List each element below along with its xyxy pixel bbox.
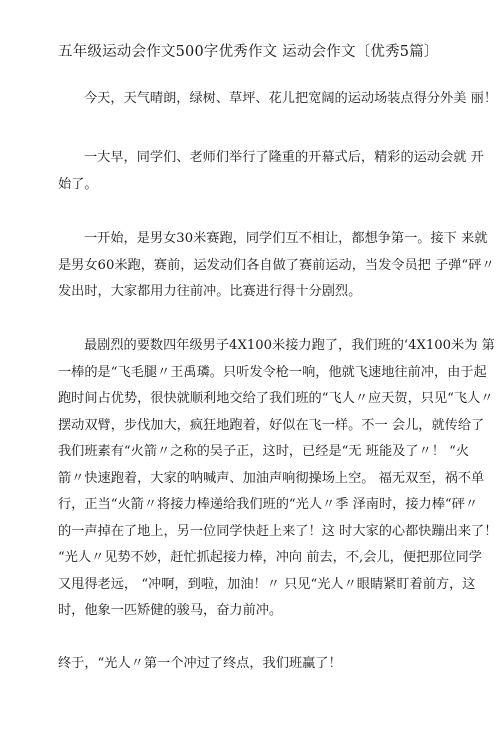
text-line: 时，他象一匹矫健的骏马，奋力前冲。 xyxy=(58,603,283,618)
text-line: 的一声掉在了地上，另一位同学快赶上来了！这 时大家的心都快蹦出来了！ xyxy=(58,523,498,539)
text-line: 一棒的是“飞毛腿〃王禹璘。只听发令枪一响，他就飞速地往前冲，由于起 xyxy=(58,364,487,380)
text-line: 行，正当“火箭〃将接力棒递给我们班的“光人〃季 泽南时，接力棒“砰〃 xyxy=(58,497,479,512)
paragraph-3 xyxy=(58,226,495,306)
text-line: 一开始，是男女30米赛跑，同学们互不相让，都想争第一。接下 来就 xyxy=(84,231,488,246)
paragraph-5 xyxy=(58,651,466,678)
paragraph-4 xyxy=(58,333,498,625)
text-line: “光人〃见势不妙，赶忙抓起接力棒，冲向 前去，不,会儿，便把那位同学 xyxy=(58,550,482,565)
text-line: 最剧烈的要数四年级男子4X100米接力跑了，我们班的‘4X100米为 第 xyxy=(84,338,495,353)
paragraph-2 xyxy=(58,145,484,198)
text-line: 终于，“光人〃第一个冲过了终点，我们班赢了！ xyxy=(58,656,342,671)
paragraph-1 xyxy=(58,86,498,113)
text-line: 跑时间占优势，很快就顺利地交给了我们班的“飞人〃应天贺，只见“飞人〃 xyxy=(58,391,494,406)
document-title: 五年级运动会作文500字优秀作文 运动会作文〔优秀5篇〕 xyxy=(58,44,439,60)
text-line: 一大早，同学们、老师们举行了隆重的开幕式后，精彩的运动会就 开 xyxy=(84,150,484,165)
text-line: 摆动双臂，步伐加大，疯狂地跑着，好似在飞一样。不一 会儿，就传给了 xyxy=(58,417,485,433)
text-line: 是男女60米跑，赛前，运发动们各自做了赛前运动，当发令员把 子弹“砰〃 xyxy=(58,257,495,273)
text-line: 今天，天气晴朗，绿树、草坪、花儿把宽阔的运动场装点得分外美 丽！ xyxy=(84,91,498,106)
text-line: 又甩得老远， “冲啊，到啦，加油！〃 只见“光人〃眼睛紧盯着前方，这 xyxy=(58,576,476,592)
text-line: 箭〃快速跑着，大家的呐喊声、加油声响彻操场上空。 福无双至，祸不单 xyxy=(58,470,485,486)
text-line: 始了。 xyxy=(58,176,98,192)
text-line: 我们班素有“火箭〃之称的吴子正，这时，已经是“无 班能及了〃！ “火 xyxy=(58,444,470,459)
text-line: 发出时，大家都用力往前冲。比赛进行得十分剧烈。 xyxy=(58,284,362,299)
